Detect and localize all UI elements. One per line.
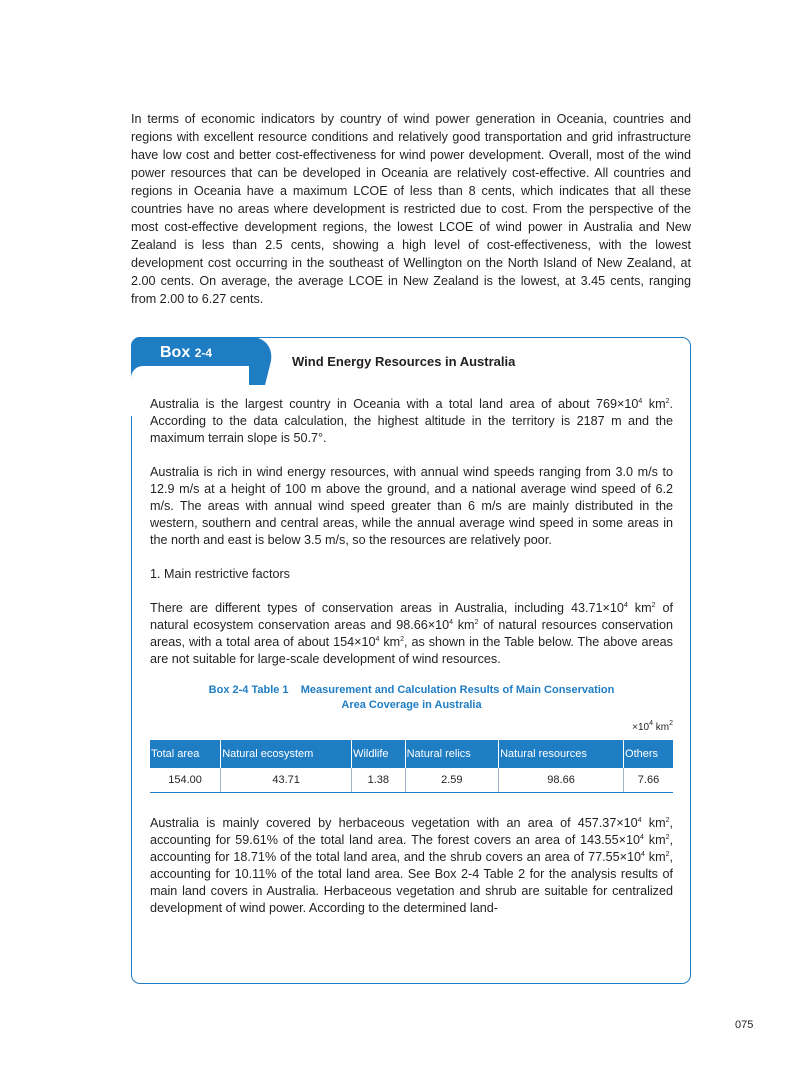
superscript: 4 [640, 834, 644, 841]
page-number: 075 [735, 1019, 754, 1031]
text-segment: km [642, 397, 666, 411]
superscript: 2 [474, 619, 479, 626]
text-segment: km [452, 618, 475, 632]
superscript: 2 [400, 636, 405, 643]
table-cell: 98.66 [499, 768, 624, 793]
superscript: 4 [449, 619, 453, 626]
text-segment: 1. Main restrictive factors [150, 567, 290, 581]
text-segment: Australia is the largest country in Oceania with a total land area of about 769×10 [150, 397, 639, 411]
column-header: Others [624, 740, 673, 768]
text-segment: of natural ecosystem conservation areas and 98.66×10 [150, 601, 673, 632]
superscript: 2 [665, 398, 670, 405]
text-segment: . According to the data calculation, the highest altitude in the territory is 2187 m and the maximum terrain slope is 50.7°. [150, 397, 673, 445]
superscript: 4 [649, 720, 653, 727]
text-segment: , accounting for 18.71% of the total land area, and the shrub covers an area of 77.55×10 [150, 833, 673, 864]
table-cell: 43.71 [221, 768, 352, 793]
text-segment: Australia is mainly covered by herbaceous vegetation with an area of 457.37×10 [150, 816, 638, 830]
conservation-table [150, 740, 673, 793]
text-segment: km [644, 850, 666, 864]
text-segment: km [643, 833, 666, 847]
superscript: 4 [375, 636, 380, 643]
text-segment: In terms of economic indicators by country of wind power generation in Oceania, countries and regions with excellent resource conditions and relatively good transportation and grid infrastructure have low cost and better cost-effectiveness for wind power development. Overall, most of the wind power resources that can be developed in Oceania are relatively cost-effective. All countries and regions in Oceania have a maximum LCOE of less than 8 cents, which indicates that all these countries have no areas where development is restricted due to cost. From the perspective of the most cost-effective development regions, the lowest LCOE of wind power in Australia and New Zealand is less than 2.5 cents, showing a high level of cost-effectiveness, with the lowest development cost occurring in the southeast of Wellington on the North Island of New Zealand, at 2.00 cents. On average, the average LCOE in New Zealand is the lowest, at 3.45 cents, ranging from 2.00 to 6.27 cents. [131, 112, 691, 306]
superscript: 2 [669, 720, 673, 727]
text-segment: , as shown in the Table below. The above areas are not suitable for large-scale development of wind resources. [150, 635, 673, 666]
superscript: 2 [651, 602, 656, 609]
box-paragraph [150, 815, 673, 917]
table-cell: 154.00 [150, 768, 221, 793]
superscript: 4 [637, 817, 642, 824]
table-cell: 7.66 [624, 768, 673, 793]
text-segment: ×10 [632, 722, 650, 733]
superscript: 2 [665, 817, 670, 824]
intro-paragraph [131, 110, 691, 308]
column-header: Natural resources [499, 740, 624, 768]
superscript: 4 [623, 602, 628, 609]
table-header-row [150, 740, 673, 768]
table-cell: 1.38 [352, 768, 406, 793]
text-segment: of natural resources conservation areas, with a total area of about 154×10 [150, 618, 673, 649]
text-segment: , accounting for 10.11% of the total land area. See Box 2-4 Table 2 for the analysis results of main land covers in Australia. Herbaceous vegetation and shrub are suitable for centralized development of wind power. According to the determined land- [150, 850, 673, 915]
column-header: Total area [150, 740, 221, 768]
box-body [150, 396, 673, 934]
table-caption: Box 2-4 Table 1 Measurement and Calculation Results of Main Conservation Area Coverage in Australia [208, 684, 615, 711]
text-segment: , accounting for 59.61% of the total land area. The forest covers an area of 143.55×10 [150, 816, 673, 847]
table-cell: 2.59 [405, 768, 498, 793]
column-header: Natural ecosystem [221, 740, 352, 768]
box-title: Wind Energy Resources in Australia [292, 354, 516, 369]
text-segment: Australia is rich in wind energy resources, with annual wind speeds ranging from 3.0 m/s to 12.9 m/s at a height of 100 m above the ground, and a national average wind speed of 6.2 m/s. The areas with annual wind speed greater than 6 m/s are mainly distributed in the western, southern and central areas, while the annual average wind speed in some areas in the north and east is below 3.5 m/s, so the resources are relatively poor. [150, 465, 673, 547]
superscript: 2 [665, 834, 670, 841]
column-header: Wildlife [352, 740, 406, 768]
text-segment: There are different types of conservation areas in Australia, including 43.71×10 [150, 601, 624, 615]
table-unit [150, 719, 673, 736]
column-header: Natural relics [405, 740, 498, 768]
box-paragraph [150, 396, 673, 447]
text-segment: km [379, 635, 401, 649]
box-label: Box 2-4 [160, 344, 213, 361]
superscript: 2 [665, 851, 670, 858]
text-segment: km [627, 601, 652, 615]
box-paragraph [150, 464, 673, 549]
box-paragraph [150, 600, 673, 668]
text-segment: km [641, 816, 666, 830]
box-2-4 [131, 337, 691, 984]
table-row [150, 768, 673, 793]
superscript: 4 [638, 398, 643, 405]
text-segment: km [652, 722, 670, 733]
superscript: 4 [640, 851, 645, 858]
section-heading [150, 566, 673, 583]
